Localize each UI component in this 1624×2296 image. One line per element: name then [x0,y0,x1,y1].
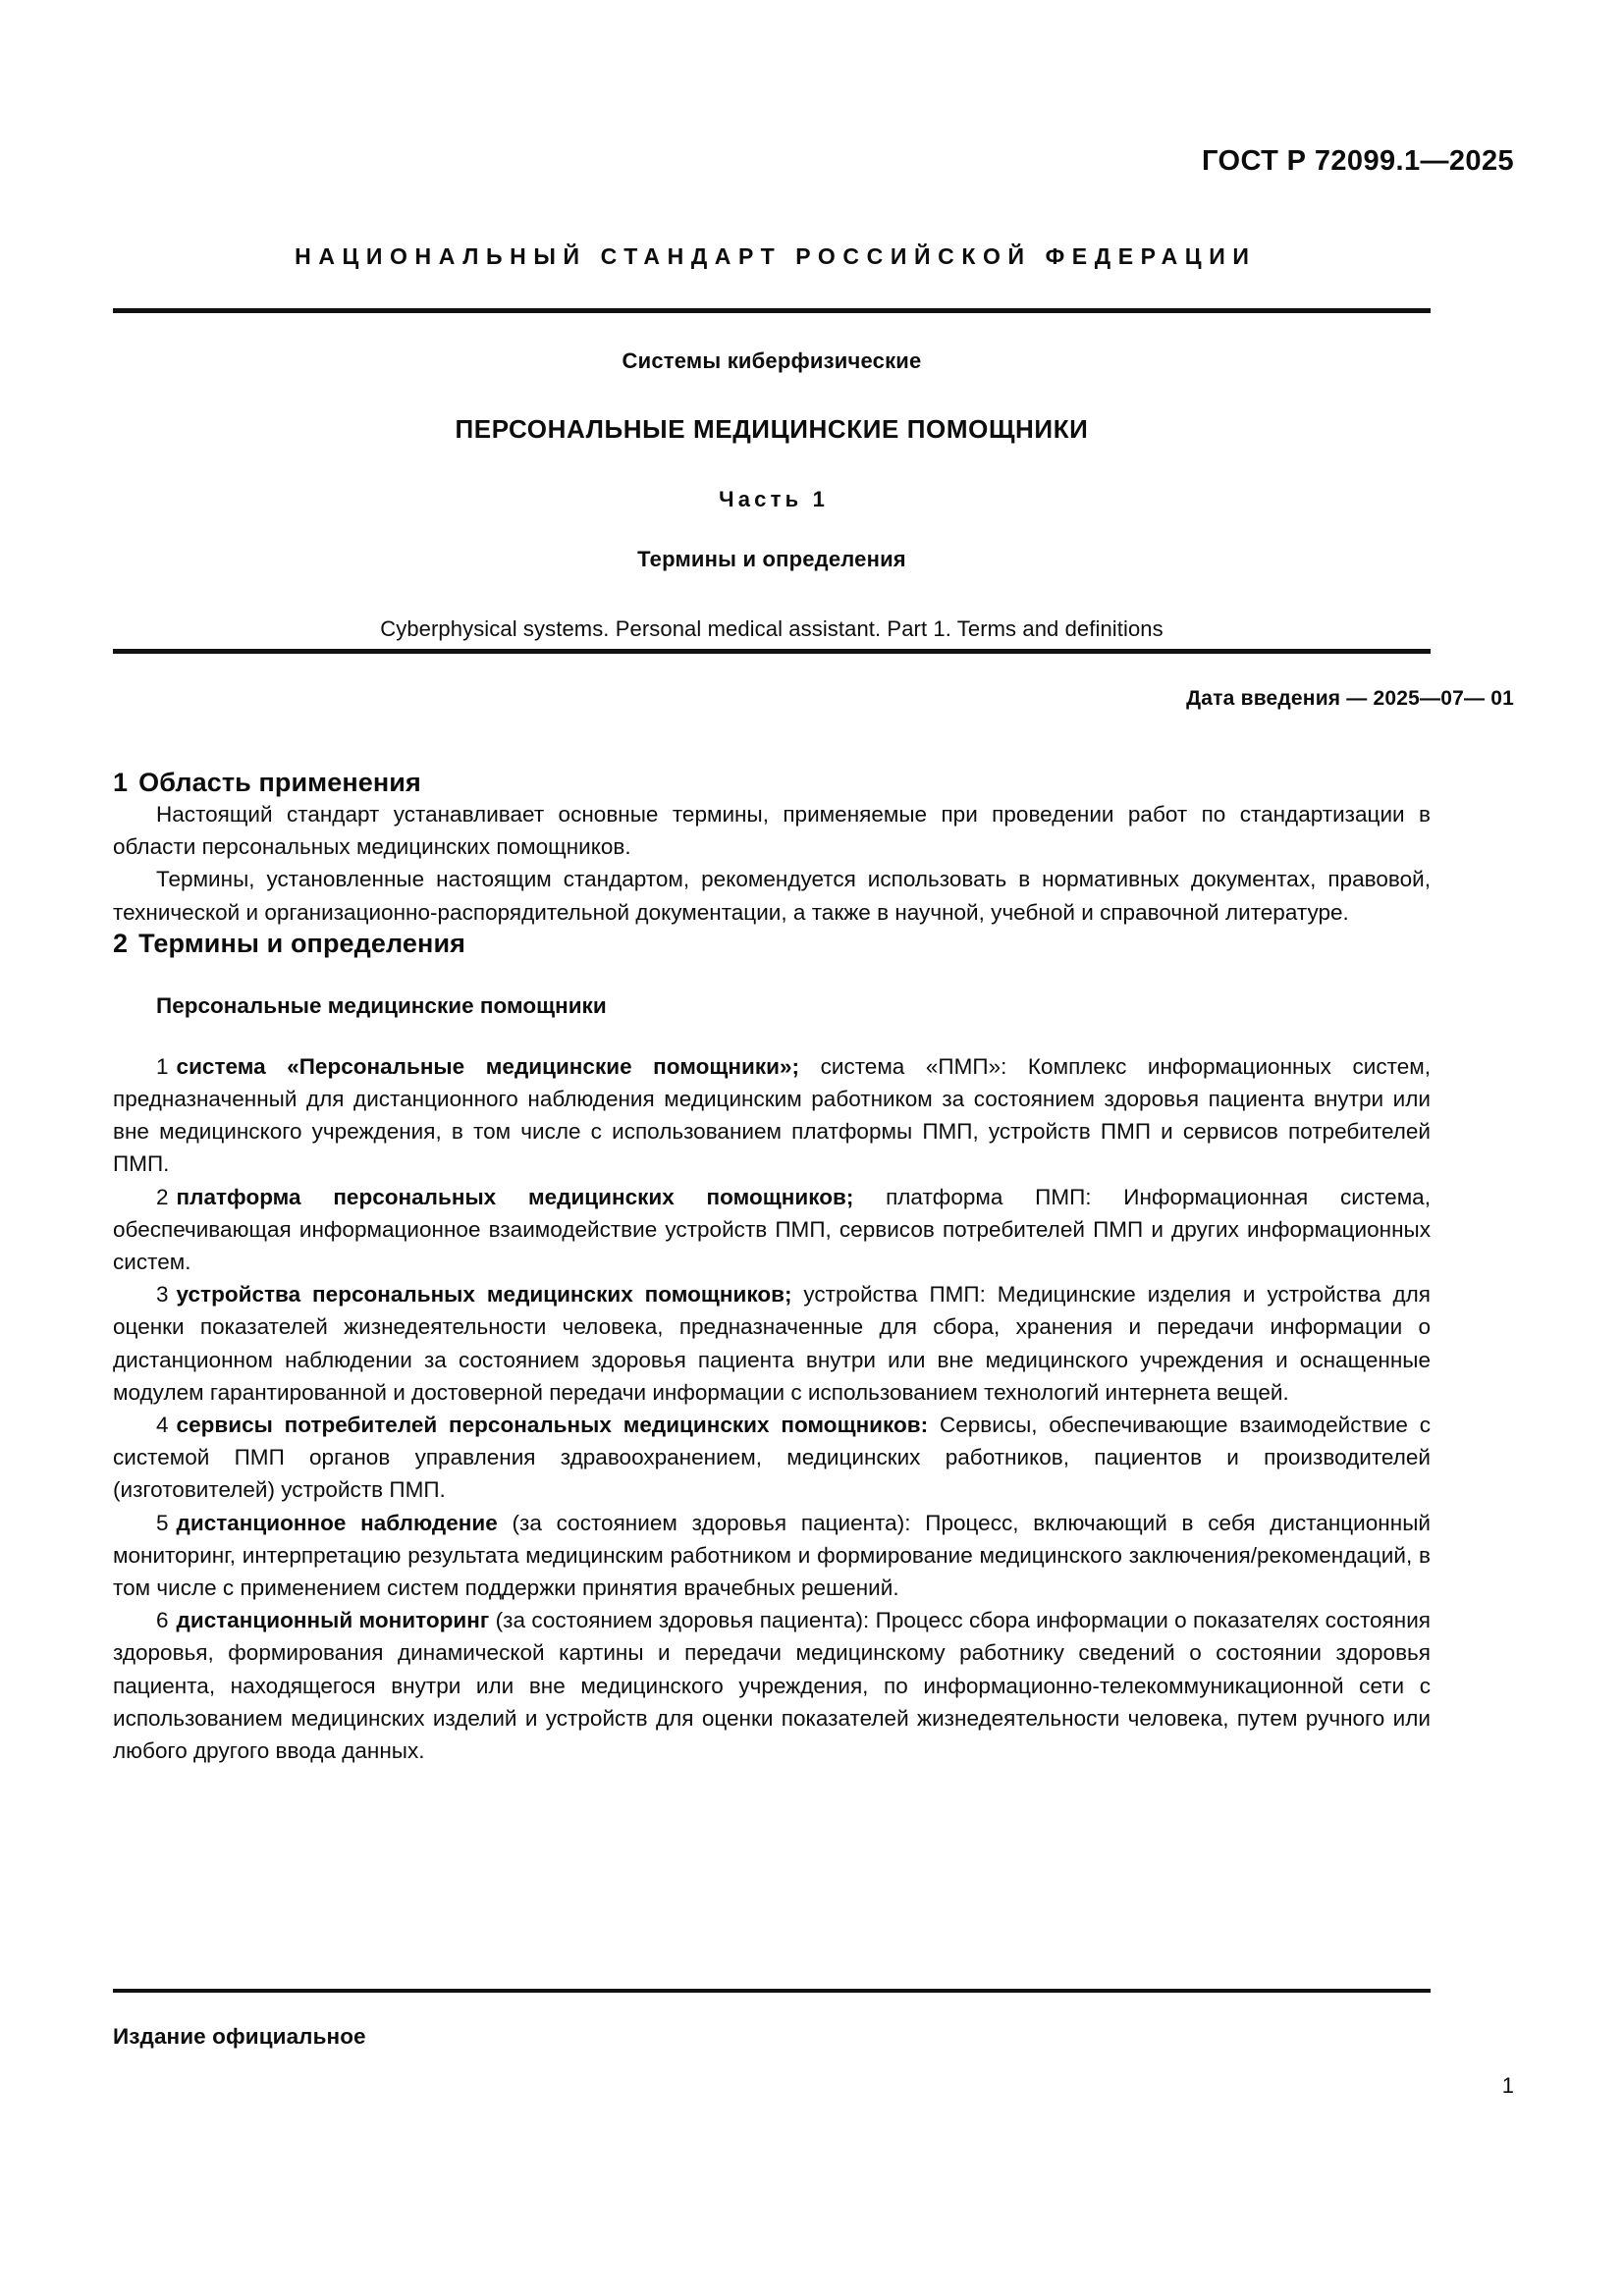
terms-list [113,1050,1431,1767]
terms-subheading: Персональные медицинские помощники [156,992,607,1018]
divider-top [113,308,1431,313]
national-standard-label: НАЦИОНАЛЬНЫЙ СТАНДАРТ РОССИЙСКОЙ ФЕДЕРАЦИИ [295,243,1257,269]
term-name: платформа персональных медицинских помощников; [176,1184,854,1209]
term-name: дистанционное наблюдение [176,1510,498,1535]
term-name: сервисы потребителей персональных медицинских помощников: [176,1413,929,1438]
section-number: 1 [113,768,129,797]
term-entry [113,1604,1431,1767]
section-number: 2 [113,928,129,958]
term-number: 4 [156,1413,169,1438]
term-entry [113,1181,1431,1279]
term-number: 5 [156,1510,169,1535]
divider-middle [113,649,1431,654]
term-entry [113,1278,1431,1409]
part-subtitle: Термины и определения [637,547,906,571]
term-number: 2 [156,1184,169,1209]
section-heading-terms [113,929,1431,959]
document-body [113,768,1431,1767]
scope-paragraph-1: Настоящий стандарт устанавливает основные термины, применяемые при проведении работ по стандартизации в области персональных медицинских помощников. [113,802,1431,860]
term-name: устройства персональных медицинских помощников; [176,1282,792,1308]
term-name: система «Персональные медицинские помощники»; [176,1053,800,1079]
term-number: 6 [156,1608,169,1633]
introduction-date: Дата введения — 2025—07— 01 [1186,687,1514,710]
term-definition: платформа ПМП: Информационная система, обеспечивающая информационное взаимодействие устройств ПМП, сервисов потребителей ПМП и других информационных систем. [113,1184,1431,1275]
term-number: 3 [156,1282,169,1308]
scope-paragraph-2: Термины, установленные настоящим стандартом, рекомендуется использовать в нормативных документах, правовой, технической и организационно-распорядительной документации, а также в научной, учебной и справочной литературе. [113,867,1431,925]
english-title: Cyberphysical systems. Personal medical assistant. Part 1. Terms and definitions [380,616,1164,641]
standard-number: ГОСТ Р 72099.1—2025 [1202,145,1514,177]
term-entry [113,1409,1431,1507]
divider-bottom [113,1989,1431,1993]
title-block [113,348,1431,642]
official-edition-label: Издание официальное [113,2024,366,2049]
system-class-label: Системы киберфизические [622,348,922,373]
term-entry [113,1507,1431,1605]
page-title: ПЕРСОНАЛЬНЫЕ МЕДИЦИНСКИЕ ПОМОЩНИКИ [455,414,1089,444]
term-definition: Сервисы, обеспечивающие взаимодействие с системой ПМП органов управления здравоохранением, медицинских работников, пациентов и производителей (изготовителей) устройств ПМП. [113,1413,1431,1503]
term-definition: система «ПМП»: Комплекс информационных систем, предназначенный для дистанционного наблюдения медицинским работником за состоянием здоровья пациента внутри или вне медицинского учреждения, в том числе с использованием платформы ПМП, устройств ПМП и сервисов потребителей ПМП. [113,1053,1431,1177]
term-entry [113,1050,1431,1181]
page-number: 1 [1501,2073,1514,2098]
term-definition: устройства ПМП: Медицинские изделия и устройства для оценки показателей жизнедеятельности человека, предназначенные для сбора, хранения и передачи информации о дистанционном наблюдении за состоянием здоровья пациента внутри или вне медицинского учреждения и оснащенные модулем гарантированной и достоверной передачи информации с использованием технологий интернета вещей. [113,1282,1431,1405]
section-title: Область применения [138,768,421,797]
section-title: Термины и определения [138,928,466,958]
term-name: дистанционный мониторинг [176,1608,490,1633]
term-definition: (за состоянием здоровья пациента): Процесс, включающий в себя дистанционный мониторинг, интерпретацию результата медицинским работником и формирование медицинского заключения/рекомендаций, в том числе с применением систем поддержки принятия врачебных решений. [113,1510,1431,1601]
part-label: Часть 1 [719,487,830,511]
section-heading-scope [113,768,1431,798]
term-number: 1 [156,1053,169,1079]
term-definition: (за состоянием здоровья пациента): Процесс сбора информации о показателях состояния здоровья, формирования динамической картины и передачи медицинскому работнику сведений о состоянии здоровья пациента, находящегося внутри или вне медицинского учреждения, по информационно-телекоммуникационной сети с использованием медицинских изделий и устройств для оценки показателей жизнедеятельности человека, путем ручного или любого другого ввода данных. [113,1608,1431,1764]
